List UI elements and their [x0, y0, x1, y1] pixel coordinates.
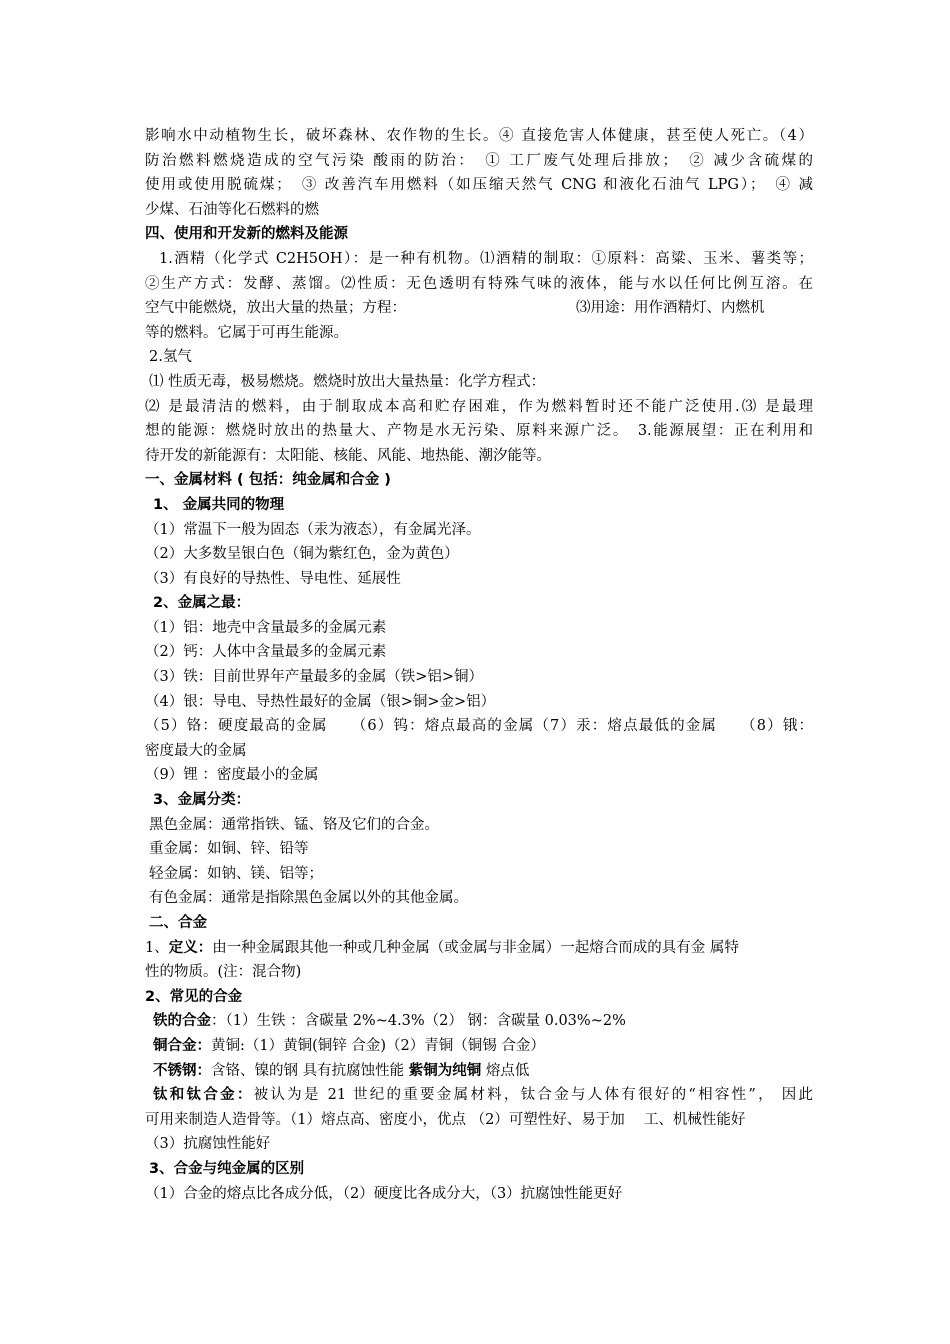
text-line — [145, 1059, 813, 1084]
text-line: 少煤、石油等化石燃料的燃 — [145, 201, 319, 218]
text-line: 使用或使用脱硫煤； ③ 改善汽车用燃料（如压缩天然气 CNG 和液化石油气 LPG）； ④ 减 — [145, 177, 813, 194]
subsection-heading: 1、 金属共同的物理 — [153, 496, 285, 513]
text-segment: 黄铜:（1）黄铜(铜锌 合金)（2）青铜（铜锡 合金） — [211, 1037, 545, 1054]
term-label: 定义： — [168, 939, 213, 956]
term-label: 铜合金： — [153, 1037, 211, 1054]
subsection-heading: 3、合金与纯金属的区别 — [149, 1160, 305, 1177]
text-line: 2.氢气 — [149, 349, 192, 366]
text-line: （3）有良好的导热性、导电性、延展性 — [145, 570, 401, 587]
text-line: 重金属：如铜、锌、铅等 — [149, 841, 309, 858]
text-line: 密度最大的金属 — [145, 742, 247, 759]
text-segment: 被认为是 21 世纪的重要金属材料，钛合金与人体有很好的“相容性”， 因此 — [253, 1087, 813, 1104]
text-segment: ：（1）生铁 ：含碳量 2%~4.3%（2） 钢：含碳量 0.03%~2% — [211, 1013, 626, 1030]
text-line: 有色金属：通常是指除黑色金属以外的其他金属。 — [149, 890, 468, 907]
text-segment: 空气中能燃烧，放出大量的热量；方程： — [145, 300, 406, 317]
text-line: （1）铝：地壳中含量最多的金属元素 — [145, 619, 387, 636]
text-segment: 由一种金属跟其他一种或几种金属（或金属与非金属）一起熔合而成的具有金 属特 — [212, 939, 739, 956]
text-line: 等的燃料。它属于可再生能源。 — [145, 324, 348, 341]
term-label: 紫铜为纯铜 — [408, 1062, 482, 1079]
subsection-heading: 2、常见的合金 — [145, 988, 243, 1005]
text-line: 1.酒精（化学式 C2H5OH）：是一种有机物。⑴酒精的制取：①原料：高粱、玉米、薯类等； — [159, 250, 813, 267]
text-line — [145, 1034, 813, 1059]
text-segment: 含铬、镍的钢 具有抗腐蚀性能 — [211, 1062, 405, 1079]
text-line: （3）铁：目前世界年产量最多的金属（铁>铝>铜） — [145, 669, 484, 686]
subsection-heading: 2、金属之最： — [153, 595, 251, 612]
text-line: （4）银：导电、导热性最好的金属（银>铜>金>铝） — [145, 693, 496, 710]
text-line: ⑵ 是最清洁的燃料，由于制取成本高和贮存困难，作为燃料暂时还不能广泛使用.⑶ 是最理 — [145, 398, 813, 415]
text-line: ②生产方式：发酵、蒸馏。⑵性质：无色透明有特殊气味的液体，能与水以任何比例互溶。在 — [145, 275, 813, 292]
text-line: （1）常温下一般为固态（汞为液态），有金属光泽。 — [145, 521, 481, 538]
text-line: 轻金属：如钠、镁、铝等； — [149, 865, 323, 882]
text-line: （9）锂 ：密度最小的金属 — [145, 767, 319, 784]
text-line: 想的能源：燃烧时放出的热量大、产物是水无污染、原料来源广泛。 3.能源展望：正在利用和 — [145, 423, 813, 440]
text-line: （1）合金的熔点比各成分低，（2）硬度比各成分大，（3）抗腐蚀性能更好 — [145, 1185, 623, 1202]
text-line: （3）抗腐蚀性能好 — [145, 1136, 271, 1153]
text-line — [145, 936, 813, 961]
text-line — [145, 1083, 813, 1108]
term-label: 不锈钢： — [153, 1062, 211, 1079]
text-line — [145, 296, 813, 321]
text-line: （2）钙：人体中含量最多的金属元素 — [145, 644, 387, 661]
text-line: 影响水中动植物生长，破坏森林、农作物的生长。④ 直接危害人体健康，甚至使人死亡。（4） — [145, 128, 813, 144]
text-line: （2）大多数呈银白色（铜为紫红色，金为黄色） — [145, 546, 459, 563]
text-line: 待开发的新能源有：太阳能、核能、风能、地热能、潮汐能等。 — [145, 447, 551, 464]
document-page — [145, 124, 813, 1206]
section-heading: 四、使用和开发新的燃料及能源 — [145, 226, 348, 243]
text-line: 性的物质。(注：混合物) — [145, 964, 302, 981]
text-line: 黑色金属：通常指铁、锰、铬及它们的合金。 — [149, 816, 439, 833]
text-segment: ⑶用途：用作酒精灯、内燃机 — [576, 300, 765, 317]
text-segment: 1、 — [145, 939, 169, 956]
text-line: ⑴ 性质无毒，极易燃烧。燃烧时放出大量热量：化学方程式： — [149, 373, 546, 390]
term-label: 铁的合金 — [153, 1013, 211, 1030]
text-line: 防治燃料燃烧造成的空气污染 酸雨的防治： ① 工厂废气处理后排放； ② 减少含硫煤的 — [145, 152, 813, 169]
section-heading: 一、金属材料 ( 包括：纯金属和合金 ) — [145, 472, 391, 489]
text-line — [145, 1009, 813, 1034]
text-segment: 熔点低 — [485, 1062, 530, 1079]
text-line: （5）铬：硬度最高的金属 （6）钨：熔点最高的金属（7）汞：熔点最低的金属 （8）锇： — [145, 718, 813, 735]
subsection-heading: 3、金属分类： — [153, 792, 251, 809]
text-line: 可用来制造人造骨等。（1）熔点高、密度小，优点 （2）可塑性好、易于加 工、机械性能好 — [145, 1111, 746, 1128]
term-label: 钛和钛合金： — [153, 1087, 254, 1104]
section-heading: 二、合金 — [149, 915, 207, 931]
